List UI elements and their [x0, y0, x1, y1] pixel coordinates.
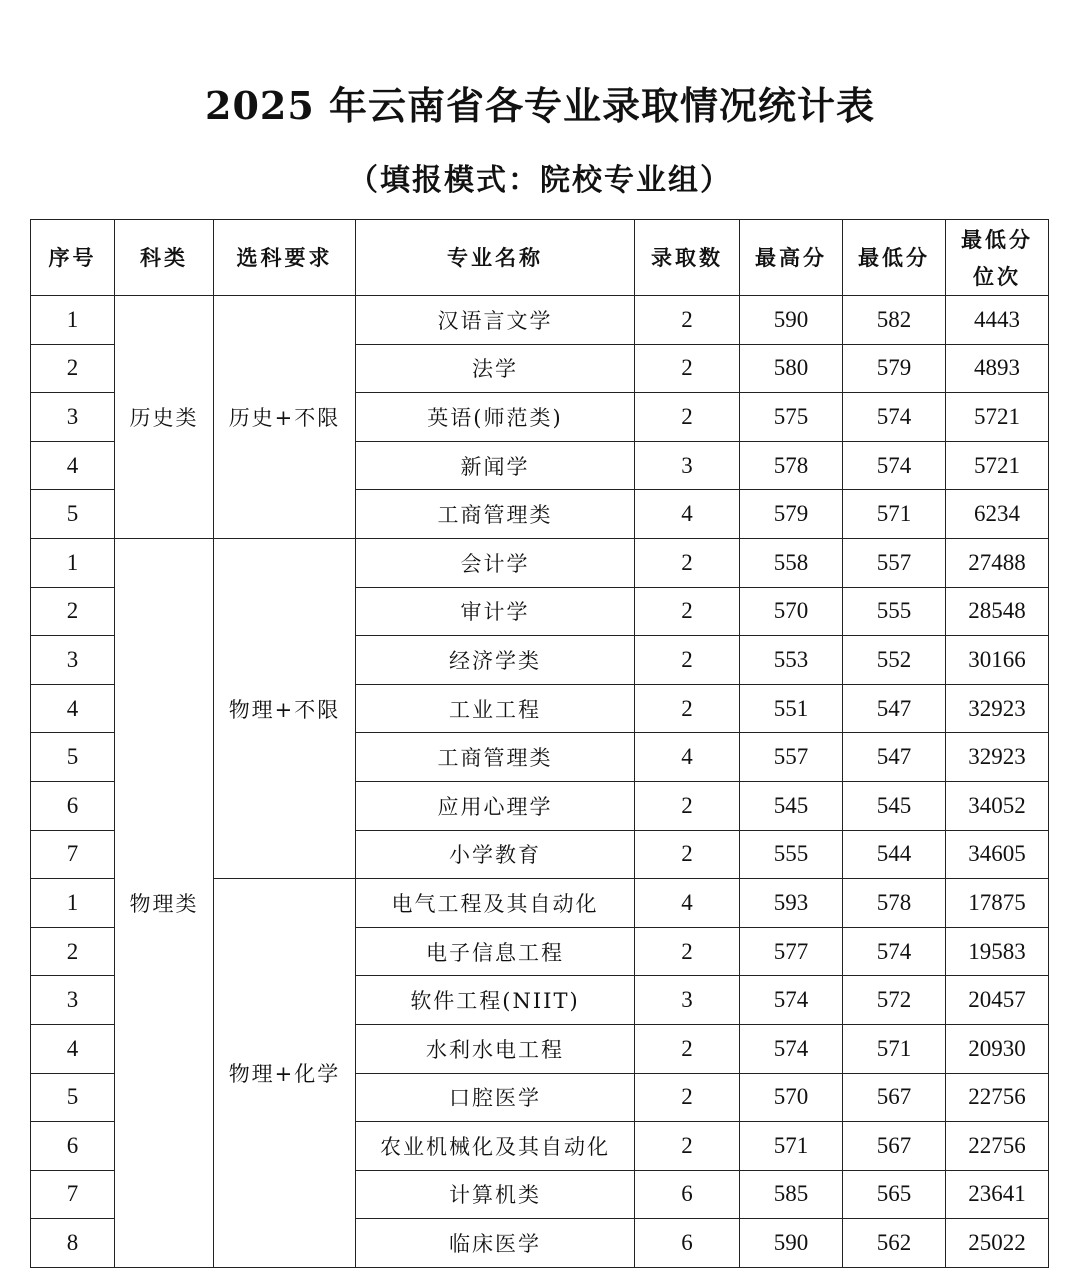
- cell-min-rank: 23641: [946, 1170, 1049, 1219]
- cell-index: 2: [31, 927, 115, 976]
- cell-major: 水利水电工程: [356, 1024, 635, 1073]
- cell-admitted: 2: [635, 1024, 740, 1073]
- cell-max-score: 557: [740, 733, 843, 782]
- header-index: 序号: [31, 220, 115, 296]
- header-subject-requirement: 选科要求: [214, 220, 356, 296]
- cell-major: 电气工程及其自动化: [356, 879, 635, 928]
- cell-min-rank: 30166: [946, 636, 1049, 685]
- cell-index: 4: [31, 684, 115, 733]
- cell-max-score: 585: [740, 1170, 843, 1219]
- cell-index: 6: [31, 781, 115, 830]
- cell-max-score: 578: [740, 441, 843, 490]
- header-min-rank-line2: 位次: [973, 263, 1021, 289]
- cell-min-rank: 25022: [946, 1219, 1049, 1268]
- cell-min-rank: 34605: [946, 830, 1049, 879]
- cell-major: 计算机类: [356, 1170, 635, 1219]
- cell-min-score: 552: [843, 636, 946, 685]
- cell-min-rank: 32923: [946, 684, 1049, 733]
- cell-index: 4: [31, 1024, 115, 1073]
- page-subtitle: （填报模式：院校专业组）: [348, 163, 732, 198]
- cell-max-score: 580: [740, 344, 843, 393]
- cell-admitted: 6: [635, 1170, 740, 1219]
- header-max-score: 最高分: [740, 220, 843, 296]
- cell-index: 1: [31, 296, 115, 345]
- cell-max-score: 574: [740, 976, 843, 1025]
- cell-index: 2: [31, 587, 115, 636]
- cell-max-score: 553: [740, 636, 843, 685]
- cell-index: 5: [31, 490, 115, 539]
- cell-min-rank: 4443: [946, 296, 1049, 345]
- cell-max-score: 574: [740, 1024, 843, 1073]
- cell-index: 7: [31, 1170, 115, 1219]
- cell-admitted: 2: [635, 1122, 740, 1171]
- cell-admitted: 3: [635, 976, 740, 1025]
- cell-index: 6: [31, 1122, 115, 1171]
- cell-max-score: 590: [740, 1219, 843, 1268]
- cell-admitted: 2: [635, 684, 740, 733]
- cell-min-score: 572: [843, 976, 946, 1025]
- cell-max-score: 570: [740, 587, 843, 636]
- cell-major: 汉语言文学: [356, 296, 635, 345]
- cell-min-rank: 17875: [946, 879, 1049, 928]
- cell-admitted: 2: [635, 538, 740, 587]
- cell-min-score: 571: [843, 1024, 946, 1073]
- cell-min-score: 578: [843, 879, 946, 928]
- cell-max-score: 593: [740, 879, 843, 928]
- cell-admitted: 2: [635, 927, 740, 976]
- cell-min-rank: 20457: [946, 976, 1049, 1025]
- cell-index: 3: [31, 393, 115, 442]
- cell-min-rank: 34052: [946, 781, 1049, 830]
- cell-admitted: 2: [635, 636, 740, 685]
- cell-min-score: 582: [843, 296, 946, 345]
- cell-admitted: 2: [635, 781, 740, 830]
- cell-max-score: 555: [740, 830, 843, 879]
- cell-min-score: 557: [843, 538, 946, 587]
- cell-max-score: 577: [740, 927, 843, 976]
- header-major: 专业名称: [356, 220, 635, 296]
- table-row: [31, 296, 1049, 345]
- cell-index: 7: [31, 830, 115, 879]
- cell-admitted: 6: [635, 1219, 740, 1268]
- cell-major: 法学: [356, 344, 635, 393]
- cell-index: 1: [31, 879, 115, 928]
- cell-major: 英语(师范类): [356, 393, 635, 442]
- cell-major: 电子信息工程: [356, 927, 635, 976]
- header-min-score: 最低分: [843, 220, 946, 296]
- cell-max-score: 590: [740, 296, 843, 345]
- cell-major: 农业机械化及其自动化: [356, 1122, 635, 1171]
- cell-admitted: 2: [635, 296, 740, 345]
- cell-min-rank: 20930: [946, 1024, 1049, 1073]
- cell-min-score: 544: [843, 830, 946, 879]
- cell-min-rank: 4893: [946, 344, 1049, 393]
- cell-min-score: 547: [843, 733, 946, 782]
- cell-index: 2: [31, 344, 115, 393]
- cell-index: 8: [31, 1219, 115, 1268]
- cell-max-score: 571: [740, 1122, 843, 1171]
- cell-admitted: 4: [635, 733, 740, 782]
- cell-min-score: 579: [843, 344, 946, 393]
- cell-major: 软件工程(NIIT): [356, 976, 635, 1025]
- cell-min-score: 562: [843, 1219, 946, 1268]
- cell-min-score: 547: [843, 684, 946, 733]
- cell-admitted: 2: [635, 830, 740, 879]
- cell-subject-req-physics-any: 物理+不限: [214, 538, 356, 878]
- cell-max-score: 558: [740, 538, 843, 587]
- cell-admitted: 2: [635, 587, 740, 636]
- cell-major: 经济学类: [356, 636, 635, 685]
- cell-index: 5: [31, 733, 115, 782]
- cell-min-rank: 6234: [946, 490, 1049, 539]
- header-category: 科类: [115, 220, 214, 296]
- cell-max-score: 570: [740, 1073, 843, 1122]
- cell-max-score: 575: [740, 393, 843, 442]
- cell-min-score: 574: [843, 393, 946, 442]
- header-admitted: 录取数: [635, 220, 740, 296]
- cell-max-score: 579: [740, 490, 843, 539]
- cell-major: 口腔医学: [356, 1073, 635, 1122]
- cell-min-rank: 5721: [946, 393, 1049, 442]
- cell-index: 4: [31, 441, 115, 490]
- cell-min-score: 555: [843, 587, 946, 636]
- admission-table: [30, 219, 1049, 1268]
- cell-min-rank: 5721: [946, 441, 1049, 490]
- cell-min-score: 574: [843, 927, 946, 976]
- cell-index: 1: [31, 538, 115, 587]
- cell-major: 应用心理学: [356, 781, 635, 830]
- header-min-rank-line1: 最低分: [961, 226, 1033, 252]
- cell-min-rank: 19583: [946, 927, 1049, 976]
- cell-category-physics: 物理类: [115, 538, 214, 1267]
- cell-admitted: 4: [635, 490, 740, 539]
- table-row: [31, 538, 1049, 587]
- cell-major: 临床医学: [356, 1219, 635, 1268]
- cell-major: 工商管理类: [356, 490, 635, 539]
- cell-subject-req-physics-chem: 物理+化学: [214, 879, 356, 1268]
- cell-category-history: 历史类: [115, 296, 214, 539]
- cell-min-score: 567: [843, 1073, 946, 1122]
- cell-subject-req-history: 历史+不限: [214, 296, 356, 539]
- cell-admitted: 3: [635, 441, 740, 490]
- cell-min-rank: 32923: [946, 733, 1049, 782]
- cell-min-rank: 22756: [946, 1073, 1049, 1122]
- cell-index: 3: [31, 636, 115, 685]
- cell-major: 工商管理类: [356, 733, 635, 782]
- header-min-rank: [946, 220, 1049, 296]
- cell-major: 会计学: [356, 538, 635, 587]
- cell-admitted: 2: [635, 393, 740, 442]
- cell-major: 新闻学: [356, 441, 635, 490]
- page-title: 2025 年云南省各专业录取情况统计表: [205, 83, 875, 128]
- cell-index: 5: [31, 1073, 115, 1122]
- cell-min-rank: 28548: [946, 587, 1049, 636]
- cell-major: 工业工程: [356, 684, 635, 733]
- cell-min-rank: 22756: [946, 1122, 1049, 1171]
- cell-max-score: 551: [740, 684, 843, 733]
- cell-admitted: 2: [635, 344, 740, 393]
- cell-max-score: 545: [740, 781, 843, 830]
- cell-min-rank: 27488: [946, 538, 1049, 587]
- cell-min-score: 571: [843, 490, 946, 539]
- cell-min-score: 565: [843, 1170, 946, 1219]
- cell-min-score: 567: [843, 1122, 946, 1171]
- cell-major: 审计学: [356, 587, 635, 636]
- cell-major: 小学教育: [356, 830, 635, 879]
- cell-min-score: 545: [843, 781, 946, 830]
- cell-min-score: 574: [843, 441, 946, 490]
- cell-admitted: 4: [635, 879, 740, 928]
- cell-admitted: 2: [635, 1073, 740, 1122]
- cell-index: 3: [31, 976, 115, 1025]
- table-header-row: [31, 220, 1049, 296]
